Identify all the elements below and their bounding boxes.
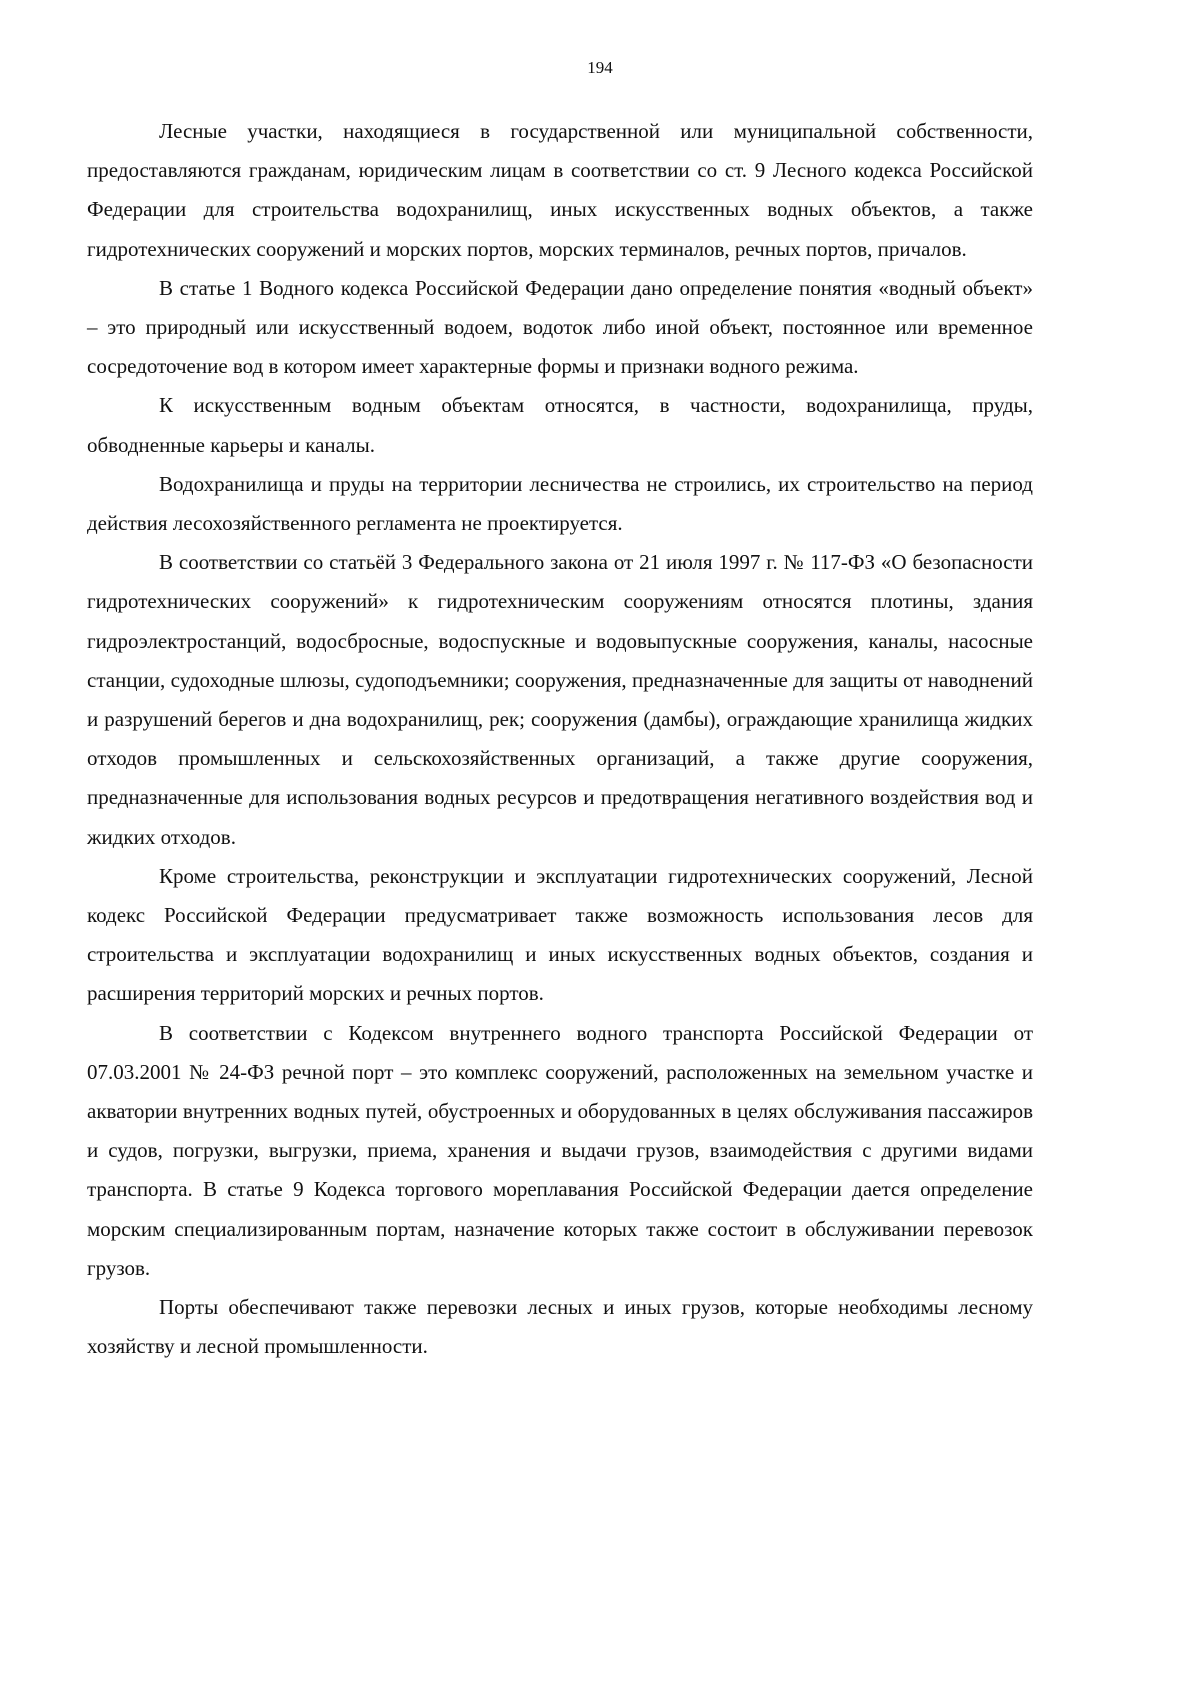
paragraph: Лесные участки, находящиеся в государственной или муниципальной собственности, предоставляются гражданам, юридическим лицам в соответствии со ст. 9 Лесного кодекса Российской Федерации для строительства водохранилищ, иных искусственных водных объектов, а также гидротехнических сооружений и морских портов, морских терминалов, речных портов, причалов.	[87, 119, 1033, 261]
paragraph: Порты обеспечивают также перевозки лесных и иных грузов, которые необходимы лесному хозяйству и лесной промышленности.	[87, 1295, 1033, 1359]
paragraph: В соответствии с Кодексом внутреннего водного транспорта Российской Федерации от 07.03.2001 № 24-ФЗ речной порт – это комплекс сооружений, расположенных на земельном участке и акватории внутренних водных путей, обустроенных и оборудованных в целях обслуживания пассажиров и судов, погрузки, выгрузки, приема, хранения и выдачи грузов, взаимодействия с другими видами транспорта. В статье 9 Кодекса торгового мореплавания Российской Федерации дается определение морским специализированным портам, назначение которых также состоит в обслуживании перевозок грузов.	[87, 1020, 1033, 1280]
paragraph: Водохранилища и пруды на территории лесничества не строились, их строительство на период действия лесохозяйственного регламента не проектируется.	[87, 471, 1033, 536]
paragraph: В соответствии со статьёй 3 Федерального закона от 21 июля 1997 г. № 117-ФЗ «О безопасности гидротехнических сооружений» к гидротехническим сооружениям относятся плотины, здания гидроэлектростанций, водосбросные, водоспускные и водовыпускные сооружения, каналы, насосные станции, судоходные шлюзы, судоподъемники; сооружения, предназначенные для защиты от наводнений и разрушений берегов и дна водохранилищ, рек; сооружения (дамбы), ограждающие хранилища жидких отходов промышленных и сельскохозяйственных организаций, а также другие сооружения, предназначенные для использования водных ресурсов и предотвращения негативного воздействия вод и жидких отходов.	[87, 550, 1033, 849]
paragraph: Кроме строительства, реконструкции и эксплуатации гидротехнических сооружений, Лесной кодекс Российской Федерации предусматривает также возможность использования лесов для строительства и эксплуатации водохранилищ и иных искусственных водных объектов, создания и расширения территорий морских и речных портов.	[87, 863, 1033, 1006]
paragraph: К искусственным водным объектам относятся, в частности, водохранилища, пруды, обводненные карьеры и каналы.	[87, 393, 1033, 457]
paragraph: В статье 1 Водного кодекса Российской Федерации дано определение понятия «водный объект» – это природный или искусственный водоем, водоток либо иной объект, постоянное или временное сосредоточение вод в котором имеет характерные формы и признаки водного режима.	[87, 275, 1033, 379]
document-body	[87, 112, 1033, 1367]
page-number: 194	[587, 58, 613, 77]
